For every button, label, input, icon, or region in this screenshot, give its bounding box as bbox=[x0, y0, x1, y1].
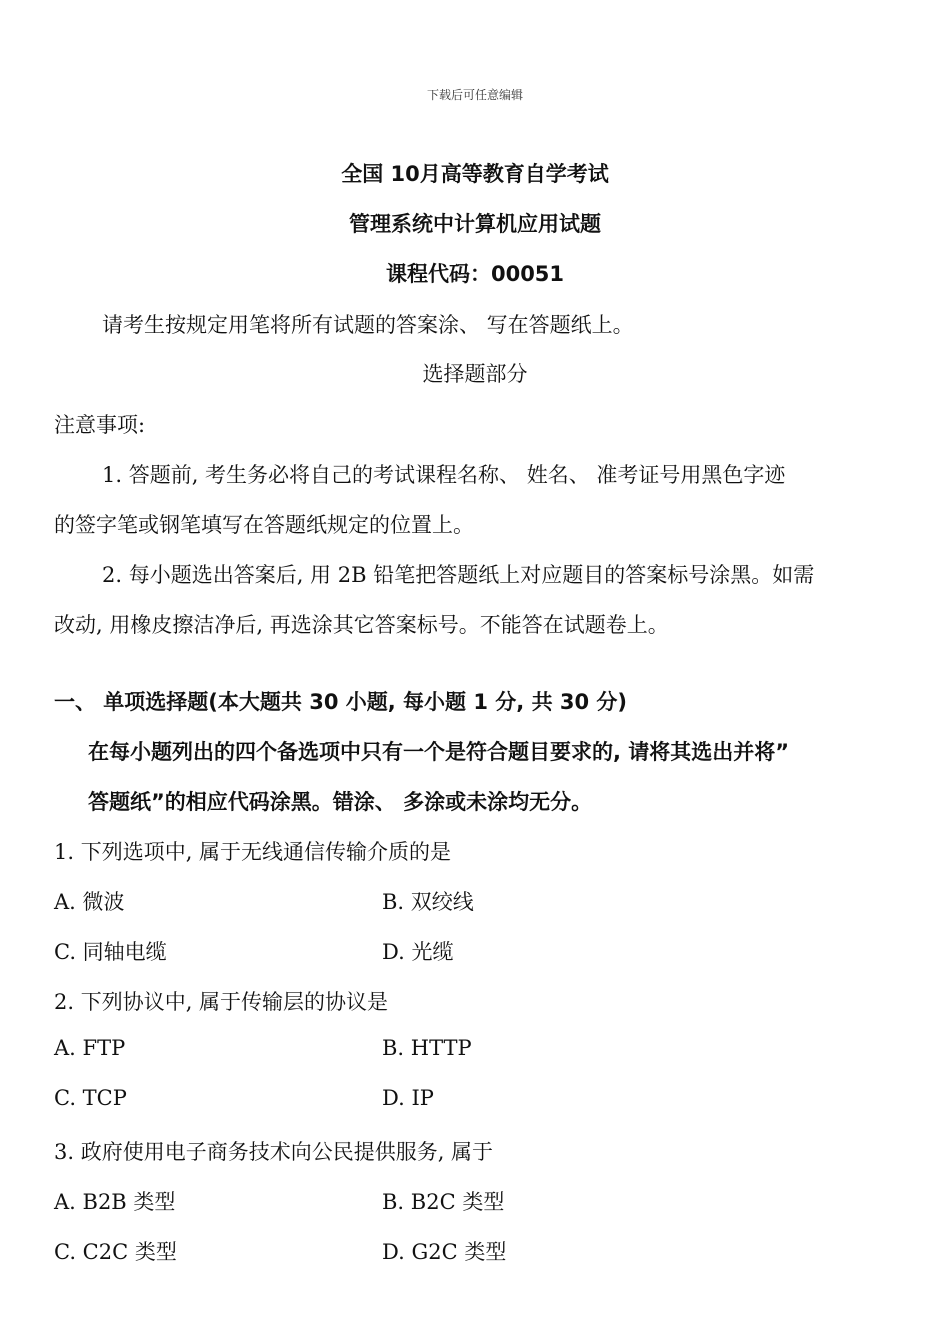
question-2-option-c: C. TCP bbox=[54, 1086, 127, 1110]
part-one-desc-line-2: 答题纸”的相应代码涂黑。错涂、 多涂或未涂均无分。 bbox=[88, 790, 593, 814]
question-3-option-b: B. B2C 类型 bbox=[382, 1190, 505, 1214]
answer-instruction: 请考生按规定用笔将所有试题的答案涂、 写在答题纸上。 bbox=[102, 313, 634, 337]
page-header-note: 下载后可任意编辑 bbox=[426, 88, 523, 102]
question-1-option-d: D. 光缆 bbox=[382, 940, 454, 964]
question-1-option-c: C. 同轴电缆 bbox=[54, 940, 167, 964]
notice-item-1-line-1: 1. 答题前, 考生务必将自己的考试课程名称、 姓名、 准考证号用黑色字迹 bbox=[102, 463, 786, 487]
question-3-option-c: C. C2C 类型 bbox=[54, 1240, 177, 1264]
notice-heading: 注意事项: bbox=[54, 413, 146, 437]
notice-item-1-line-2: 的签字笔或钢笔填写在答题纸规定的位置上。 bbox=[54, 513, 474, 537]
subject-title: 管理系统中计算机应用试题 bbox=[349, 212, 601, 236]
question-1-stem: 1. 下列选项中, 属于无线通信传输介质的是 bbox=[54, 840, 452, 864]
question-2-stem: 2. 下列协议中, 属于传输层的协议是 bbox=[54, 990, 389, 1014]
part-one-heading: 一、 单项选择题(本大题共 30 小题, 每小题 1 分, 共 30 分) bbox=[54, 690, 628, 714]
question-2-option-a: A. FTP bbox=[54, 1036, 126, 1060]
question-1-option-a: A. 微波 bbox=[54, 890, 125, 914]
question-1-option-b: B. 双绞线 bbox=[382, 890, 474, 914]
section-title: 选择题部分 bbox=[422, 362, 528, 386]
question-3-option-d: D. G2C 类型 bbox=[382, 1240, 507, 1264]
question-2-option-d: D. IP bbox=[382, 1086, 434, 1110]
question-3-option-a: A. B2B 类型 bbox=[54, 1190, 176, 1214]
notice-item-2-line-2: 改动, 用橡皮擦洁净后, 再选涂其它答案标号。不能答在试题卷上。 bbox=[54, 613, 669, 637]
question-3-stem: 3. 政府使用电子商务技术向公民提供服务, 属于 bbox=[54, 1140, 494, 1164]
exam-title: 全国 10月高等教育自学考试 bbox=[341, 162, 609, 186]
part-one-desc-line-1: 在每小题列出的四个备选项中只有一个是符合题目要求的, 请将其选出并将” bbox=[88, 740, 790, 764]
question-2-option-b: B. HTTP bbox=[382, 1036, 472, 1060]
course-code: 课程代码：00051 bbox=[385, 262, 565, 286]
notice-item-2-line-1: 2. 每小题选出答案后, 用 2B 铅笔把答题纸上对应题目的答案标号涂黑。如需 bbox=[102, 563, 815, 587]
